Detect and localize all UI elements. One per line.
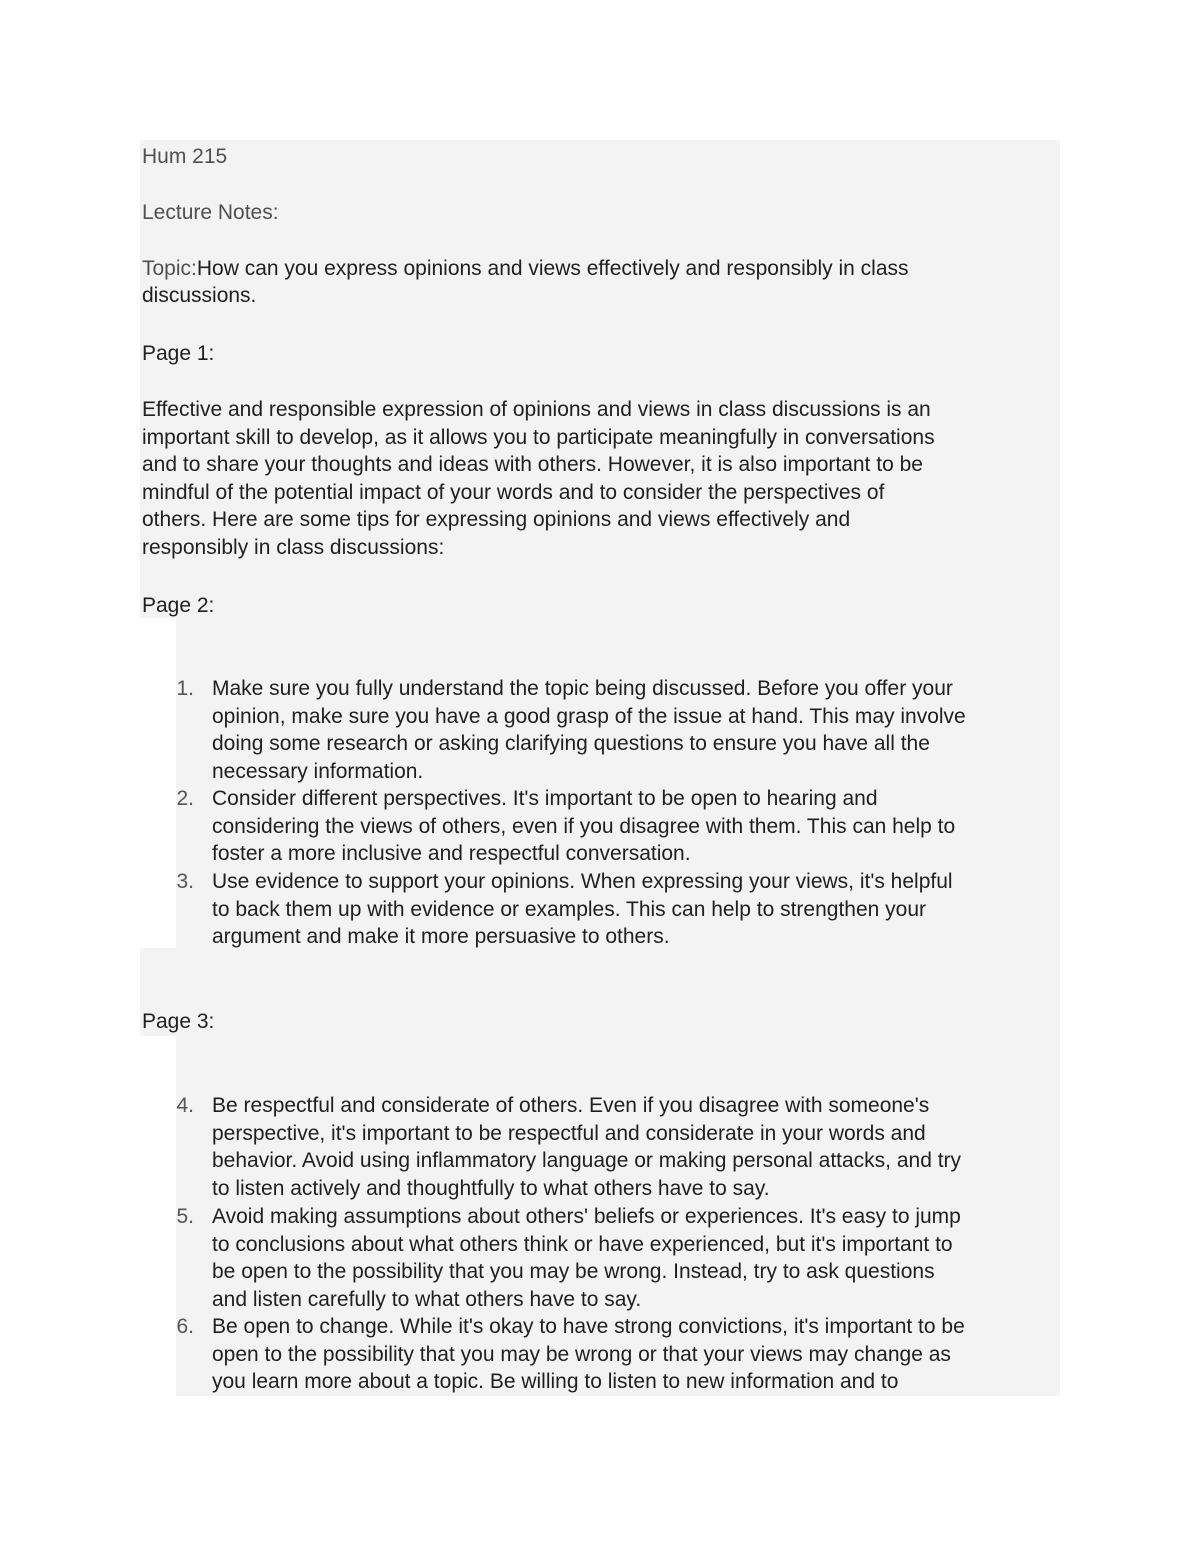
list-item-text bbox=[212, 785, 1062, 868]
list-line: Make sure you fully understand the topic being discussed. Before you offer your bbox=[212, 677, 953, 700]
lecture-label: Lecture Notes: bbox=[142, 201, 279, 224]
list-number: 6. bbox=[176, 1315, 194, 1338]
paragraph-line: mindful of the potential impact of your words and to consider the perspectives of bbox=[142, 480, 885, 504]
list-line: argument and make it more persuasive to others. bbox=[212, 925, 670, 948]
topic-text-cont: discussions. bbox=[142, 284, 257, 307]
list-line: you learn more about a topic. Be willing to listen to new information and to bbox=[212, 1370, 899, 1393]
list-number: 3. bbox=[176, 870, 194, 893]
list-line: opinion, make sure you have a good grasp of the issue at hand. This may involve bbox=[212, 704, 966, 728]
list-line: doing some research or asking clarifying questions to ensure you have all the bbox=[212, 732, 930, 755]
list-line: foster a more inclusive and respectful conversation. bbox=[212, 842, 691, 865]
list-item-text bbox=[212, 675, 1062, 785]
list-line: behavior. Avoid using inflammatory language or making personal attacks, and try bbox=[212, 1149, 962, 1172]
paragraph-line: Effective and responsible expression of opinions and views in class discussions is an bbox=[142, 398, 931, 421]
list-line: perspective, it's important to be respectful and considerate in your words and bbox=[212, 1121, 926, 1145]
page-shade-middle bbox=[140, 948, 1060, 1036]
list-line: Use evidence to support your opinions. When expressing your views, it's helpful bbox=[212, 870, 953, 893]
list-item-text bbox=[212, 868, 1062, 951]
paragraph-line: responsibly in class discussions: bbox=[142, 535, 445, 559]
list-number: 2. bbox=[176, 787, 194, 810]
list-number: 4. bbox=[176, 1094, 194, 1117]
list-line: Be open to change. While it's okay to have strong convictions, it's important to be bbox=[212, 1315, 965, 1338]
list-line: to listen actively and thoughtfully to what others have to say. bbox=[212, 1176, 770, 1200]
list-number: 1. bbox=[176, 677, 194, 700]
topic-line bbox=[142, 255, 909, 283]
course-title: Hum 215 bbox=[142, 145, 228, 168]
list-item-text bbox=[212, 1313, 1062, 1396]
list-line: to back them up with evidence or examples. This can help to strengthen your bbox=[212, 897, 927, 921]
list-line: necessary information. bbox=[212, 759, 424, 783]
topic-prefix: Topic: bbox=[142, 257, 197, 280]
page3-heading: Page 3: bbox=[142, 1010, 215, 1033]
list-line: and listen carefully to what others have to say. bbox=[212, 1287, 642, 1311]
list-line: Avoid making assumptions about others' beliefs or experiences. It's easy to jump bbox=[212, 1205, 961, 1228]
list-line: Consider different perspectives. It's important to be open to hearing and bbox=[212, 787, 878, 810]
list-item-text bbox=[212, 1203, 1062, 1313]
list-item-text bbox=[212, 1092, 1062, 1202]
page1-heading: Page 1: bbox=[142, 342, 215, 365]
list-line: open to the possibility that you may be wrong or that your views may change as bbox=[212, 1342, 951, 1366]
paragraph-line: and to share your thoughts and ideas with others. However, it is also important to be bbox=[142, 453, 923, 476]
list-line: Be respectful and considerate of others. Even if you disagree with someone's bbox=[212, 1094, 930, 1117]
list-line: be open to the possibility that you may be wrong. Instead, try to ask questions bbox=[212, 1260, 935, 1283]
list-number: 5. bbox=[176, 1205, 194, 1228]
page2-heading: Page 2: bbox=[142, 594, 215, 617]
list-line: to conclusions about what others think or have experienced, but it's important to bbox=[212, 1232, 953, 1256]
paragraph-line: important skill to develop, as it allows you to participate meaningfully in conversations bbox=[142, 425, 935, 449]
paragraph-line: others. Here are some tips for expressing opinions and views effectively and bbox=[142, 508, 851, 531]
list-line: considering the views of others, even if you disagree with them. This can help to bbox=[212, 814, 956, 838]
topic-text: How can you express opinions and views effectively and responsibly in class bbox=[196, 257, 909, 280]
